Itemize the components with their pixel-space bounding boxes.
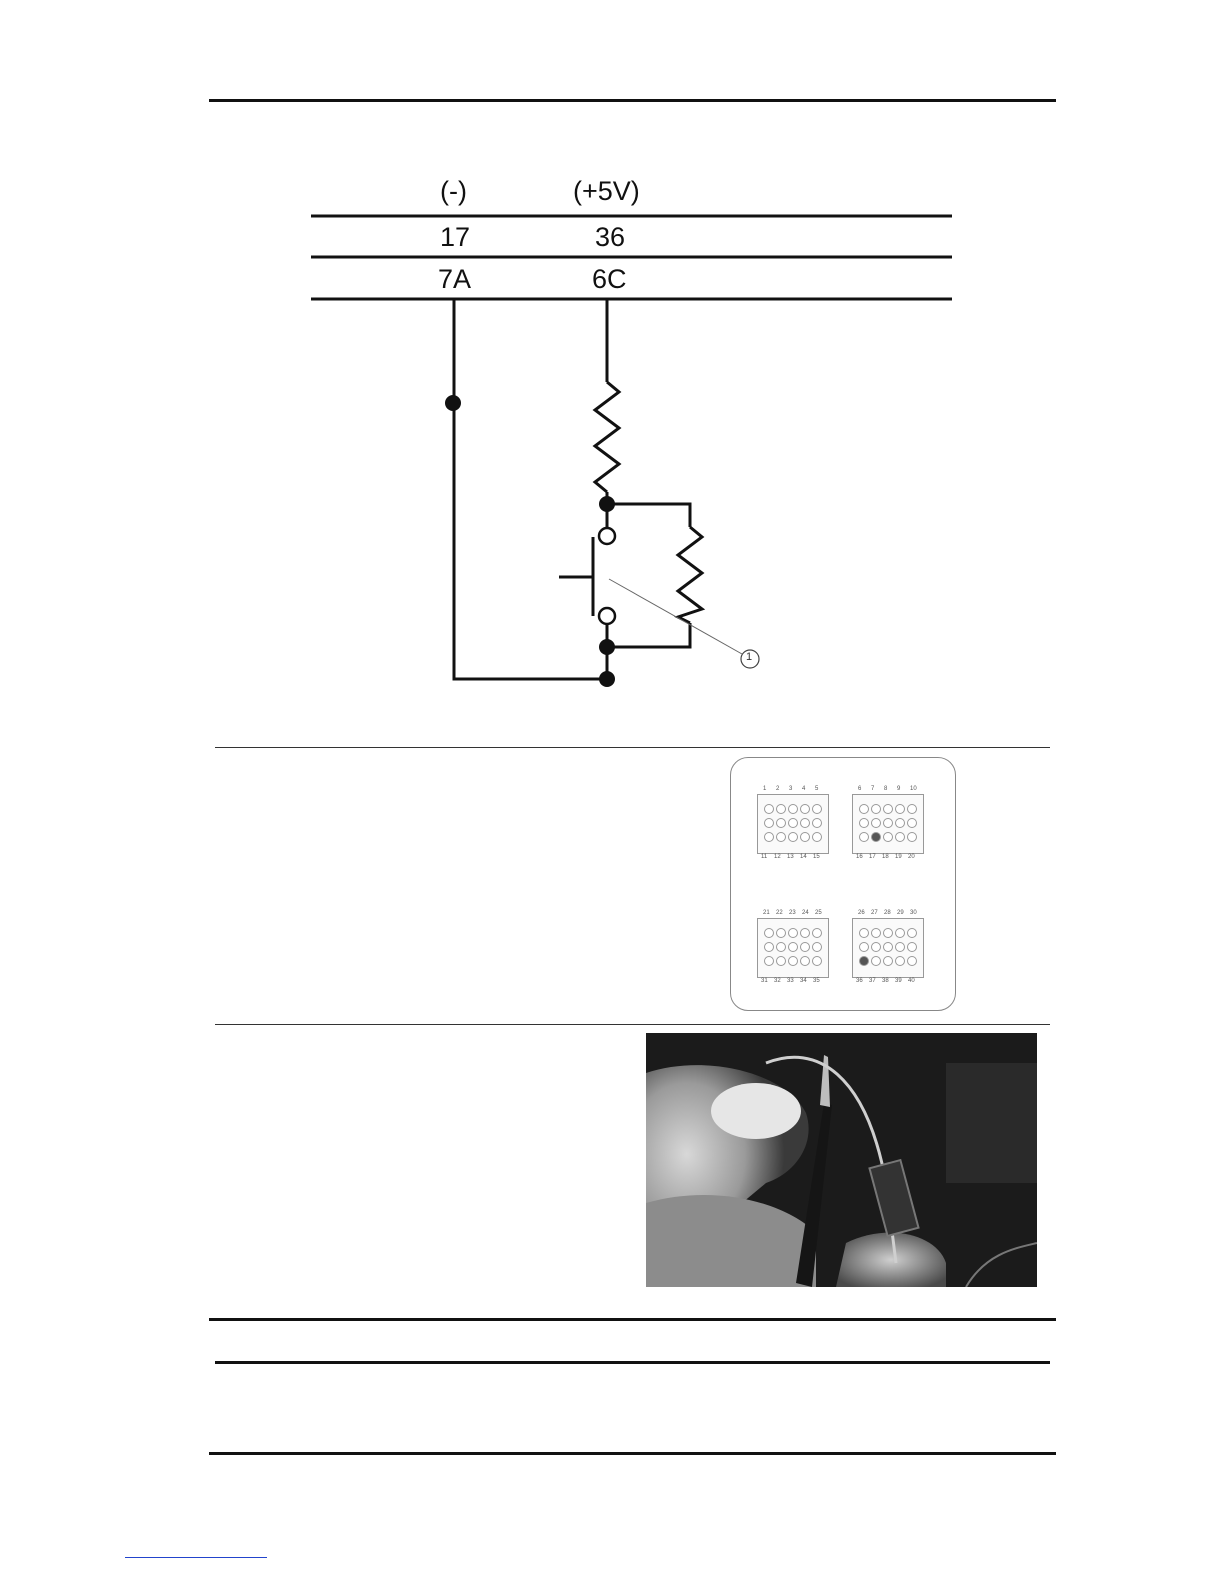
footer-rule: [209, 1452, 1056, 1455]
pin-cavity: [776, 832, 786, 842]
schematic-lines: [0, 0, 1224, 720]
pin-number-label: 2: [776, 786, 780, 792]
pin-number-label: 24: [802, 910, 809, 916]
probe-on-connector-photo: [646, 1033, 1037, 1287]
junction-dot: [599, 639, 615, 655]
pin-number-label: 7: [871, 786, 875, 792]
pin-cavity: [859, 928, 869, 938]
pin-number-label: 28: [884, 910, 891, 916]
resistor-series: [595, 382, 619, 492]
pin-cavity: [776, 942, 786, 952]
pin-cavity: [871, 928, 881, 938]
connector-block: [757, 786, 829, 860]
pin-cavity: [764, 928, 774, 938]
wiring-schematic: [0, 0, 1224, 720]
pin-cavity: [800, 928, 810, 938]
pin-cavity: [788, 832, 798, 842]
pin-cavity: [812, 928, 822, 938]
pin-ecu-positive: 36: [595, 222, 626, 252]
pin-cavity: [776, 956, 786, 966]
pin-cavity: [800, 956, 810, 966]
pin-cavity: [895, 956, 905, 966]
pin-cavity: [895, 818, 905, 828]
resistor-parallel: [678, 527, 702, 623]
pin-cavity: [859, 956, 869, 966]
pin-cavity: [883, 818, 893, 828]
pin-cavity: [812, 832, 822, 842]
pin-cavity: [907, 832, 917, 842]
pin-cavity: [883, 928, 893, 938]
pin-number-label: 11: [761, 854, 768, 860]
pin-cavity: [859, 818, 869, 828]
section-rule: [209, 1318, 1056, 1321]
pin-number-label: 12: [774, 854, 781, 860]
pin-number-label: 15: [813, 854, 820, 860]
label-negative: (-): [440, 176, 467, 206]
pin-number-label: 21: [763, 910, 770, 916]
pin-number-label: 31: [761, 978, 768, 984]
pin-number-label: 40: [908, 978, 915, 984]
pin-cavity: [883, 942, 893, 952]
pin-cavity: [871, 818, 881, 828]
pin-cavity: [871, 804, 881, 814]
pin-cavity: [812, 818, 822, 828]
pin-number-label: 13: [787, 854, 794, 860]
pin-number-label: 36: [856, 978, 863, 984]
connector-block: [852, 910, 924, 984]
pin-conn-positive: 6C: [592, 264, 627, 294]
pin-number-label: 5: [815, 786, 819, 792]
pin-number-label: 3: [789, 786, 793, 792]
pin-number-label: 33: [787, 978, 794, 984]
pin-number-label: 4: [802, 786, 806, 792]
pin-cavity: [871, 942, 881, 952]
pin-cavity: [871, 956, 881, 966]
pin-conn-negative: 7A: [438, 264, 472, 294]
pin-number-label: 17: [869, 854, 876, 860]
pin-cavity: [788, 942, 798, 952]
pin-number-label: 14: [800, 854, 807, 860]
pin-cavity: [907, 804, 917, 814]
pin-number-label: 26: [858, 910, 865, 916]
pin-cavity: [764, 818, 774, 828]
pin-number-label: 20: [908, 854, 915, 860]
section-rule: [215, 1024, 1050, 1025]
section-rule: [215, 1361, 1050, 1364]
label-positive-5v: (+5V): [573, 176, 640, 206]
section-rule: [215, 747, 1050, 748]
pin-number-label: 30: [910, 910, 917, 916]
pin-cavity: [907, 818, 917, 828]
ecu-connector-diagram: [730, 757, 956, 1011]
pin-ecu-negative: 17: [440, 222, 471, 252]
pin-cavity: [895, 804, 905, 814]
pin-number-label: 37: [869, 978, 876, 984]
pin-cavity: [907, 942, 917, 952]
pin-cavity: [776, 804, 786, 814]
pin-cavity: [895, 928, 905, 938]
pin-cavity: [776, 928, 786, 938]
pin-cavity: [907, 956, 917, 966]
pin-number-label: 23: [789, 910, 796, 916]
junction-dot: [445, 395, 461, 411]
pin-number-label: 34: [800, 978, 807, 984]
pin-number-label: 32: [774, 978, 781, 984]
pin-number-label: 35: [813, 978, 820, 984]
pin-number-label: 1: [763, 786, 767, 792]
pin-cavity: [788, 928, 798, 938]
pin-cavity: [800, 818, 810, 828]
footer-link-underline[interactable]: [125, 1557, 267, 1558]
pin-number-label: 25: [815, 910, 822, 916]
pin-number-label: 6: [858, 786, 862, 792]
pin-number-label: 19: [895, 854, 902, 860]
pin-number-label: 9: [897, 786, 901, 792]
pin-cavity: [800, 832, 810, 842]
pin-cavity: [812, 804, 822, 814]
pin-cavity: [883, 956, 893, 966]
pin-cavity: [812, 942, 822, 952]
pin-cavity: [788, 804, 798, 814]
pin-cavity: [788, 818, 798, 828]
pin-cavity: [859, 942, 869, 952]
pin-cavity: [764, 804, 774, 814]
pin-number-label: 16: [856, 854, 863, 860]
pin-cavity: [764, 832, 774, 842]
pin-cavity: [895, 942, 905, 952]
pin-cavity: [812, 956, 822, 966]
pin-cavity: [907, 928, 917, 938]
pin-number-label: 8: [884, 786, 888, 792]
junction-dot: [599, 671, 615, 687]
pin-number-label: 38: [882, 978, 889, 984]
pin-cavity: [776, 818, 786, 828]
pin-number-label: 10: [910, 786, 917, 792]
switch-contact-bottom: [599, 608, 615, 624]
pin-cavity: [859, 804, 869, 814]
pin-number-label: 18: [882, 854, 889, 860]
switch-contact-top: [599, 528, 615, 544]
pin-cavity: [800, 804, 810, 814]
pin-cavity: [764, 942, 774, 952]
pin-cavity: [883, 804, 893, 814]
pin-number-label: 39: [895, 978, 902, 984]
connector-block: [757, 910, 829, 984]
pin-number-label: 29: [897, 910, 904, 916]
pin-cavity: [800, 942, 810, 952]
pin-cavity: [788, 956, 798, 966]
pin-cavity: [859, 832, 869, 842]
pin-number-label: 27: [871, 910, 878, 916]
pin-cavity: [871, 832, 881, 842]
pin-cavity: [883, 832, 893, 842]
callout-number: 1: [746, 651, 753, 663]
connector-block: [852, 786, 924, 860]
pin-cavity: [895, 832, 905, 842]
pin-number-label: 22: [776, 910, 783, 916]
pin-cavity: [764, 956, 774, 966]
